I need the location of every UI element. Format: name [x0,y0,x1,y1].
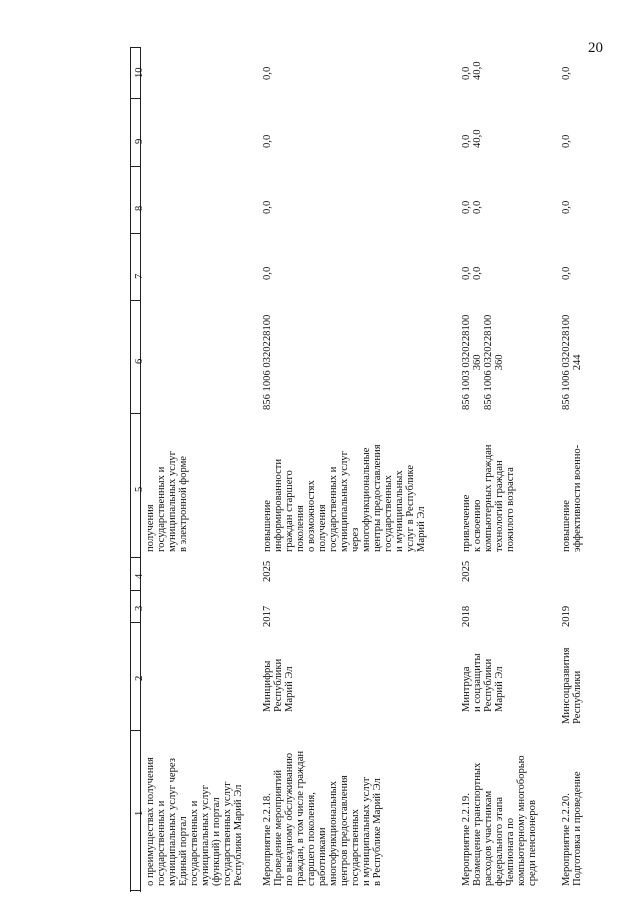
col-header-1: 1 [134,810,145,816]
col-sep-2-1 [130,730,140,731]
row1-col6: 856 1006 0320228100 [262,314,273,410]
col-sep-7-6 [130,300,140,301]
row2-col2: Минтруда и соцзащиты Республики Марий Эл [461,653,505,712]
col-header-5: 5 [134,486,145,492]
row3-col8: 0,0 [561,200,572,214]
row1-col4: 2025 [262,560,273,582]
top-border [130,47,140,48]
row2-col9: 0,0 40,0 [461,129,483,148]
row0-col5: получения государственных и муниципальных услуг в электронной форме [145,451,189,552]
row2-col5: привлечение к освоению компьютерных граждан технологий граждан пожилого возраста [461,444,516,552]
col-header-2: 2 [134,675,145,681]
col-sep-5-4 [130,557,140,558]
row1-col10: 0,0 [262,66,273,80]
row3-col9: 0,0 [561,134,572,148]
col-sep-6-5 [130,413,140,414]
row3-col5: повышение эффективности военно- [561,444,583,552]
col-header-10: 10 [134,67,145,78]
col-header-7: 7 [134,273,145,279]
col-header-9: 9 [134,138,145,144]
row2-col3: 2018 [461,605,472,627]
row2-col8: 0,0 0,0 [461,200,483,214]
col-sep-4-3 [130,590,140,591]
col-sep-8-7 [130,233,140,234]
row1-col8: 0,0 [262,200,273,214]
col-header-8: 8 [134,205,145,211]
row2-col7: 0,0 0,0 [461,266,483,280]
header-right-border [140,47,141,892]
header-left-border [130,47,131,892]
row1-col1: Мероприятие 2.2.18. Проведение мероприятий по выездному обслуживанию граждан, в том числе граждан старшего поколения, работниками многофункциональных центров предоставления государственных и муниципальных услуг в Республике Марий Эл [262,750,383,886]
col-sep-10-9 [130,98,140,99]
col-sep-9-8 [130,166,140,167]
row1-col9: 0,0 [262,134,273,148]
row2-col6: 856 1003 0320228100 360 856 1006 0320228100 360 [461,314,505,410]
bottom-border [130,890,140,891]
row2-col4: 2025 [461,560,472,582]
row3-col10: 0,0 [561,66,572,80]
row3-col2: Минсоцразвития Республики [561,647,583,724]
row3-col1: Мероприятие 2.2.20. Подготовка и проведение [561,771,583,886]
row3-col7: 0,0 [561,266,572,280]
row2-col10: 0,0 40,0 [461,61,483,80]
row1-col5: повышение информированности граждан старшего поколения о возможностях получения государственных и муниципальных услуг через многофункциональные центры предоставления государственных и муниципальных услуг в Республике Марий Эл [262,444,427,552]
row1-col3: 2017 [262,605,273,627]
col-sep-3-2 [130,622,140,623]
row3-col6: 856 1006 0320228100 244 [561,314,583,410]
col-header-3: 3 [134,605,145,611]
row1-col7: 0,0 [262,266,273,280]
col-header-6: 6 [134,358,145,364]
row1-col2: Минцифры Республики Марий Эл [262,658,295,712]
col-header-4: 4 [134,573,145,579]
row3-col3: 2019 [561,605,572,627]
row2-col1: Мероприятие 2.2.19. Возмещение транспортных расходов участникам федерального этапа Чемпионата по компьютерному многоборью среди пенсионеров [461,755,538,886]
row0-col1: о преимуществах получения государственных и муниципальных услуг через Единый портал государственных и муниципальных услуг (функций) и портал государственных услуг Республики Марий Эл [145,757,244,886]
page-number: 20 [588,40,603,56]
